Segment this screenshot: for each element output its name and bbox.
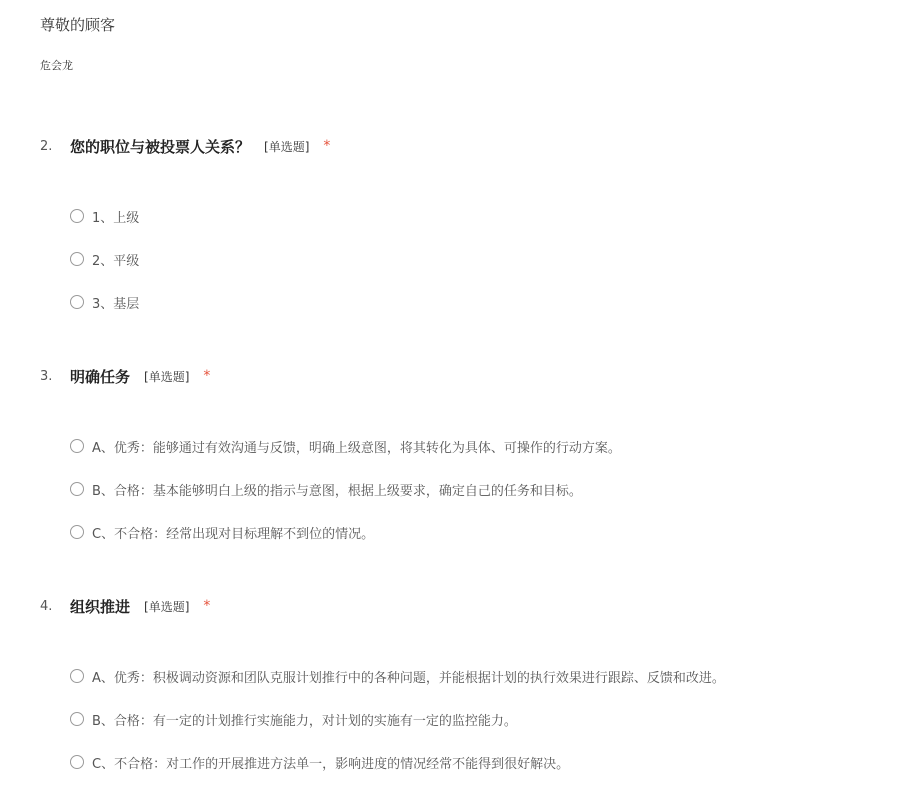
- question-2-header: [40, 134, 330, 158]
- radio-button[interactable]: [70, 295, 84, 309]
- option-label: C、不合格：对工作的开展推进方法单一，影响进度的情况经常不能得到很好解决。: [92, 756, 570, 772]
- question-title: 组织推进: [70, 597, 131, 616]
- radio-button[interactable]: [70, 209, 84, 223]
- question-3-option-c[interactable]: [70, 522, 374, 542]
- option-label: 2、平级: [92, 253, 140, 269]
- question-2-option-2[interactable]: [70, 249, 139, 269]
- question-type-label: [单选题]: [264, 139, 310, 154]
- question-2-option-3[interactable]: [70, 292, 139, 312]
- question-3-header: [40, 364, 210, 388]
- required-marker: *: [323, 138, 331, 154]
- radio-button[interactable]: [70, 439, 84, 453]
- radio-button[interactable]: [70, 252, 84, 266]
- question-3-option-b[interactable]: [70, 479, 582, 499]
- question-title: 明确任务: [70, 367, 131, 386]
- option-label: B、合格：有一定的计划推行实施能力，对计划的实施有一定的监控能力。: [92, 713, 517, 729]
- required-marker: *: [203, 598, 211, 614]
- question-type-label: [单选题]: [144, 599, 190, 614]
- option-label: 1、上级: [92, 210, 140, 226]
- radio-button[interactable]: [70, 755, 84, 769]
- respondent-name: 危会龙: [40, 59, 73, 72]
- radio-button[interactable]: [70, 669, 84, 683]
- option-label: A、优秀：积极调动资源和团队克服计划推行中的各种问题，并能根据计划的执行效果进行跟踪、反馈和改进。: [92, 670, 725, 686]
- question-number: 3.: [40, 368, 53, 384]
- radio-button[interactable]: [70, 482, 84, 496]
- required-marker: *: [203, 368, 211, 384]
- question-2-option-1[interactable]: [70, 206, 139, 226]
- question-4-header: [40, 594, 210, 618]
- question-type-label: [单选题]: [144, 369, 190, 384]
- question-4-option-b[interactable]: [70, 709, 517, 729]
- option-label: C、不合格：经常出现对目标理解不到位的情况。: [92, 526, 375, 542]
- question-title: 您的职位与被投票人关系？: [70, 137, 251, 156]
- radio-button[interactable]: [70, 712, 84, 726]
- question-3-option-a[interactable]: [70, 436, 621, 456]
- question-number: 2.: [40, 138, 53, 154]
- question-4-option-a[interactable]: [70, 666, 725, 686]
- radio-button[interactable]: [70, 525, 84, 539]
- option-label: 3、基层: [92, 296, 140, 312]
- option-label: A、优秀：能够通过有效沟通与反馈，明确上级意图，将其转化为具体、可操作的行动方案。: [92, 440, 621, 456]
- option-label: B、合格：基本能够明白上级的指示与意图，根据上级要求，确定自己的任务和目标。: [92, 483, 582, 499]
- question-4-option-c[interactable]: [70, 752, 569, 772]
- question-number: 4.: [40, 598, 53, 614]
- greeting-title: 尊敬的顾客: [40, 16, 116, 34]
